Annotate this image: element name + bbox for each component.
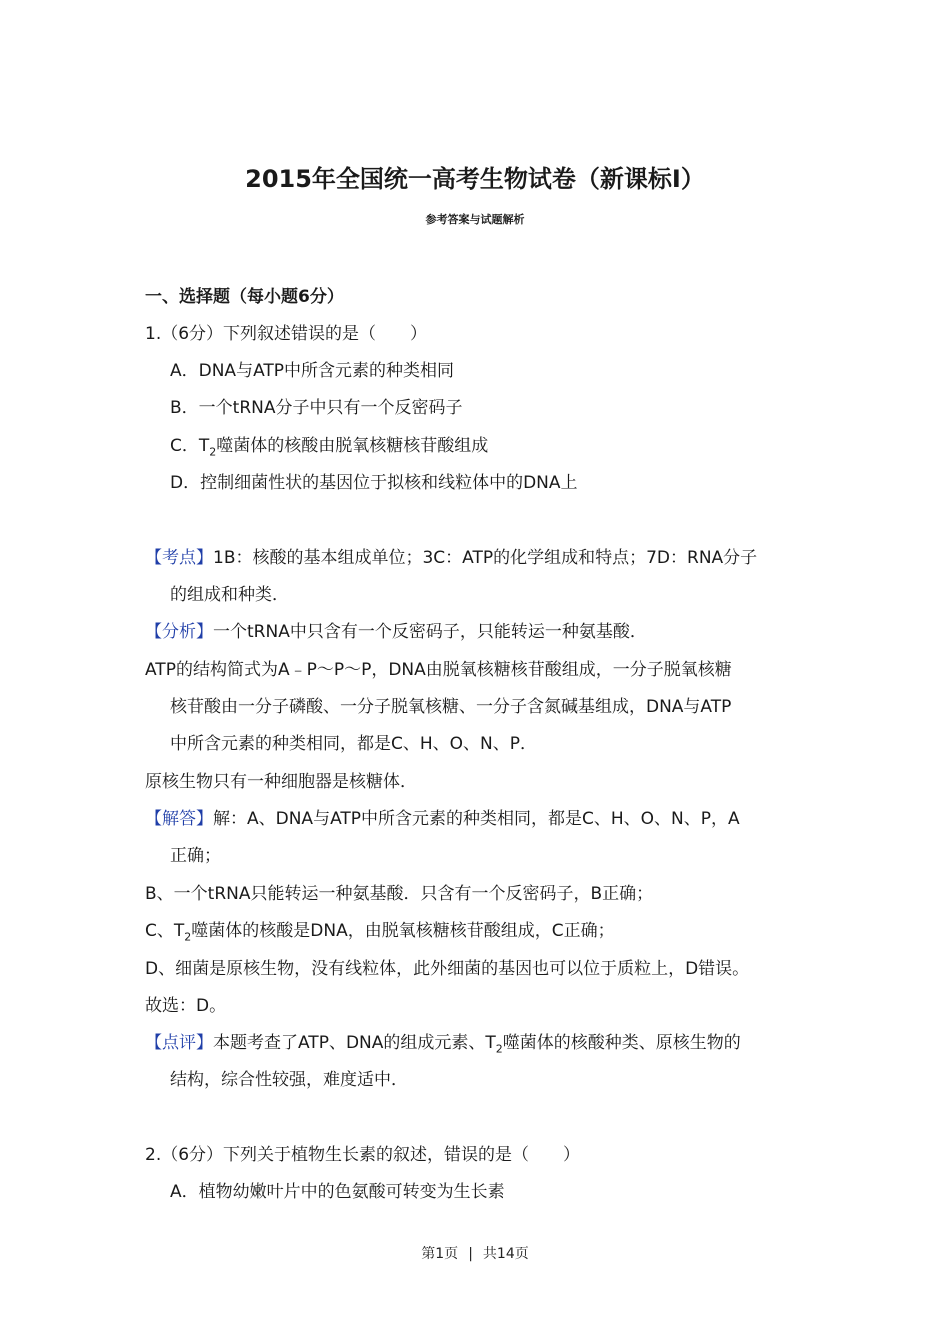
section-heading: 一、选择题（每小题6分）	[145, 287, 344, 307]
footer-separator: |	[468, 1246, 473, 1262]
answer-c-line	[145, 919, 615, 943]
answer-b-line: B、一个tRNA只能转运一种氨基酸．只含有一个反密码子，B正确；	[145, 884, 654, 904]
answer-c-subscript: 2	[184, 930, 192, 944]
page-title: 2015年全国统一高考生物试卷（新课标Ⅰ）	[245, 165, 705, 193]
page-footer	[0, 1244, 950, 1264]
answer-c-suffix: 噬菌体的核酸是DNA，由脱氧核糖核苷酸组成，C正确；	[191, 921, 615, 941]
question-1-option-a: A．DNA与ATP中所含元素的种类相同	[170, 361, 455, 381]
question-1-stem: 1.（6分）下列叙述错误的是（ ）	[145, 324, 428, 344]
dianping-tag: 【点评】	[145, 1033, 213, 1053]
kaodian-line-2: 的组成和种类．	[170, 585, 289, 605]
dianping-line-1	[145, 1031, 741, 1055]
atp-line-2: 核苷酸由一分子磷酸、一分子脱氧核糖、一分子含氮碱基组成，DNA与ATP	[170, 697, 732, 717]
prokaryote-line: 原核生物只有一种细胞器是核糖体．	[145, 772, 417, 792]
dianping-text-1-prefix: 本题考查了ATP、DNA的组成元素、T	[213, 1033, 496, 1053]
jieda-tag: 【解答】	[145, 809, 213, 829]
answer-c-prefix: C、T	[145, 921, 185, 941]
page-subtitle: 参考答案与试题解析	[425, 213, 525, 226]
fenxi-text: 一个tRNA中只含有一个反密码子，只能转运一种氨基酸．	[213, 622, 647, 642]
option-c-prefix: C．T	[170, 436, 210, 456]
question-2-option-a: A．植物幼嫩叶片中的色氨酸可转变为生长素	[170, 1182, 505, 1202]
kaodian-tag: 【考点】	[145, 548, 213, 568]
kaodian-text-1: 1B：核酸的基本组成单位；3C：ATP的化学组成和特点；7D：RNA分子	[213, 548, 758, 568]
question-1-option-c	[170, 434, 488, 458]
jieda-line-1	[145, 807, 740, 831]
page-number: 第1页	[421, 1246, 459, 1262]
choice-line: 故选：D。	[145, 996, 227, 1016]
option-c-suffix: 噬菌体的核酸由脱氧核糖核苷酸组成	[216, 436, 489, 456]
option-c-subscript: 2	[209, 445, 217, 459]
question-1-option-d: D．控制细菌性状的基因位于拟核和线粒体中的DNA上	[170, 473, 578, 493]
dianping-subscript: 2	[495, 1042, 503, 1056]
question-2-stem: 2.（6分）下列关于植物生长素的叙述，错误的是（ ）	[145, 1145, 581, 1165]
fenxi-tag: 【分析】	[145, 622, 213, 642]
jieda-line-2: 正确；	[170, 846, 221, 866]
question-1-option-b: B．一个tRNA分子中只有一个反密码子	[170, 398, 463, 418]
fenxi-line	[145, 620, 647, 644]
page-total: 共14页	[482, 1246, 529, 1262]
atp-line-3: 中所含元素的种类相同，都是C、H、O、N、P．	[170, 734, 538, 754]
dianping-text-1-suffix: 噬菌体的核酸种类、原核生物的	[502, 1033, 741, 1053]
answer-d-line: D、细菌是原核生物，没有线粒体，此外细菌的基因也可以位于质粒上，D错误。	[145, 959, 750, 979]
dianping-line-2: 结构，综合性较强，难度适中．	[170, 1070, 408, 1090]
atp-line-1: ATP的结构简式为A﹣P～P～P，DNA由脱氧核糖核苷酸组成，一分子脱氧核糖	[145, 660, 732, 680]
kaodian-line-1	[145, 546, 757, 570]
jieda-text-1: 解：A、DNA与ATP中所含元素的种类相同，都是C、H、O、N、P，A	[213, 809, 740, 829]
